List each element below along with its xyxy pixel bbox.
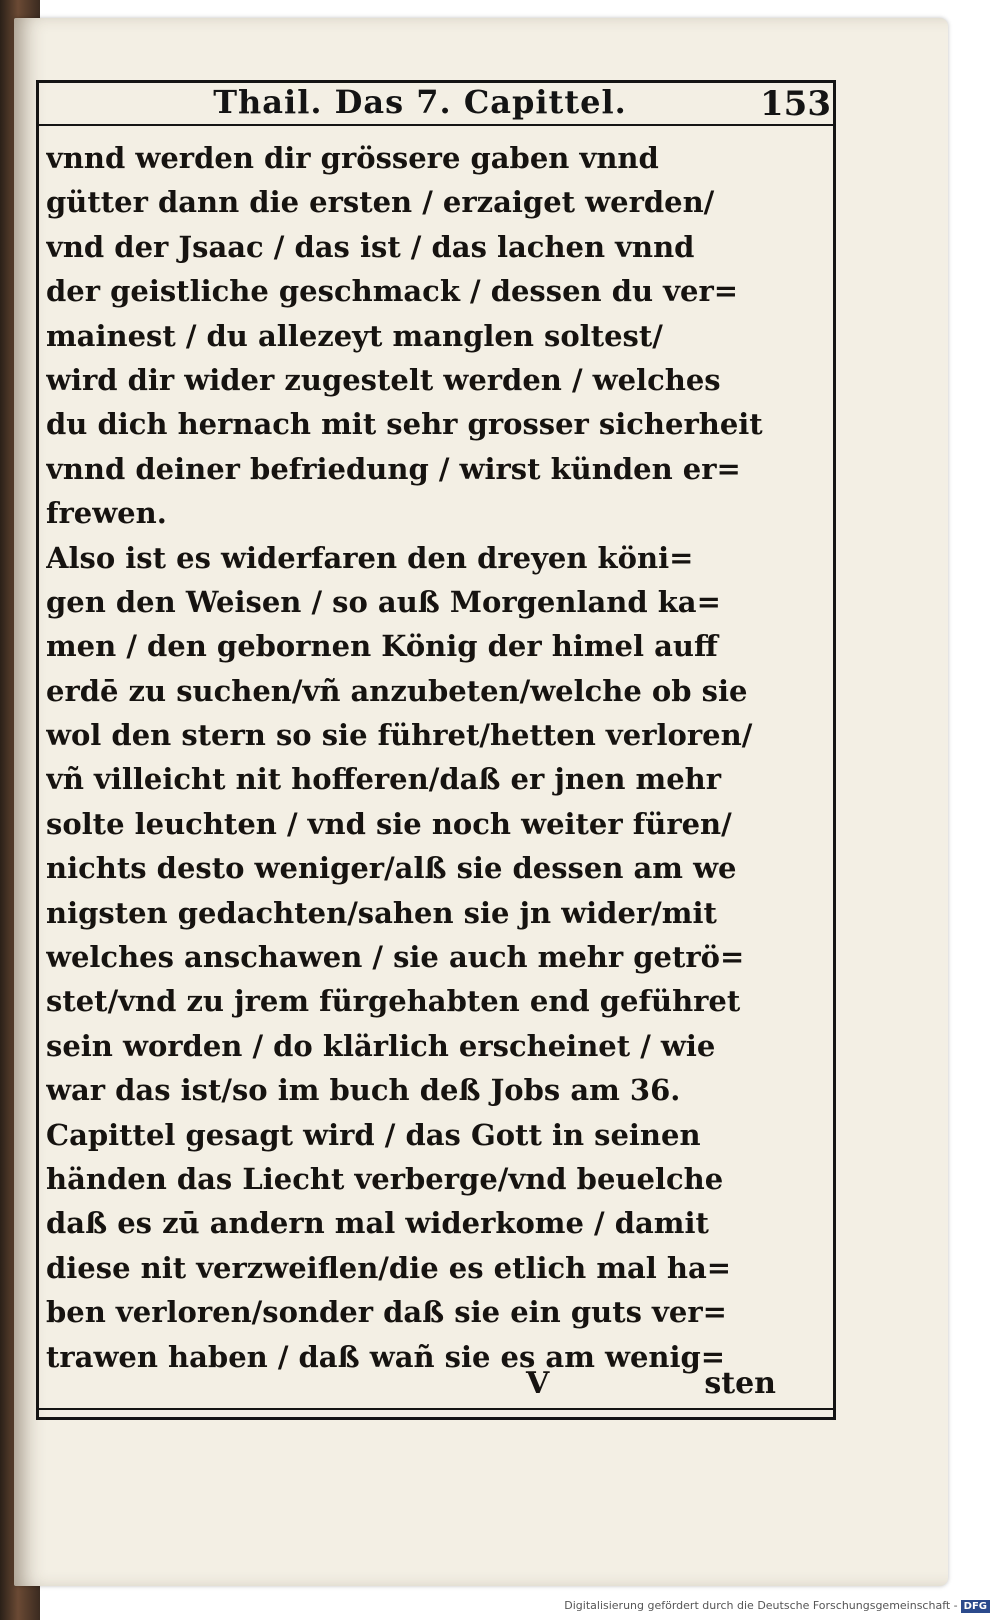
credit-text: Digitalisierung gefördert durch die Deutsche Forschungsgemeinschaft - — [564, 1599, 958, 1612]
text-line: wird dir wider zugestelt werden / welches — [46, 362, 721, 397]
text-line: daß es zū andern mal widerkome / damit — [46, 1206, 709, 1241]
text-line: mainest / du allezeyt manglen soltest/ — [46, 318, 663, 353]
text-line: war das ist/so im buch deß Jobs am 36. — [46, 1073, 681, 1108]
text-line: Capittel gesagt wird / das Gott in seinen — [46, 1117, 701, 1152]
text-line: welches anschawen / sie auch mehr getrö= — [46, 940, 745, 975]
text-line: ben verloren/sonder daß sie ein guts ver= — [46, 1295, 727, 1330]
text-line: solte leuchten / vnd sie noch weiter füren/ — [46, 806, 732, 841]
header-rule — [36, 124, 836, 126]
text-line: sein worden / do klärlich erscheinet / wie — [46, 1028, 716, 1063]
text-line: frewen. — [46, 496, 167, 531]
text-line: men / den gebornen König der himel auff — [46, 629, 718, 664]
text-line: erdē zu suchen/vñ anzubeten/welche ob sie — [46, 673, 748, 708]
text-line: wol den stern so sie führet/hetten verloren/ — [46, 718, 753, 753]
page-foot — [46, 1362, 786, 1406]
digitization-credit — [564, 1598, 990, 1614]
text-line: diese nit verzweiflen/die es etlich mal ha= — [46, 1250, 732, 1285]
text-line: händen das Liecht verberge/vnd beuelche — [46, 1161, 724, 1196]
text-line: nichts desto weniger/alß sie dessen am we — [46, 851, 737, 886]
text-line: vnnd deiner befriedung / wirst künden er= — [46, 451, 741, 486]
running-head: Thail. Das 7. Capittel. — [213, 83, 627, 121]
text-line: gütter dann die ersten / erzaiget werden/ — [46, 185, 715, 220]
text-line: vnd der Jsaac / das ist / das lachen vnnd — [46, 229, 695, 264]
text-line: du dich hernach mit sehr grosser sicherheit — [46, 407, 763, 442]
body-text — [46, 136, 776, 1379]
text-line: trawen haben / daß wañ sie es am wenig= — [46, 1339, 726, 1374]
text-line: gen den Weisen / so auß Morgenland ka= — [46, 584, 721, 619]
catchword: sten — [704, 1366, 776, 1401]
dfg-logo-badge: DFG — [961, 1600, 990, 1613]
signature-mark: V — [526, 1366, 550, 1401]
text-line: der geistliche geschmack / dessen du ver= — [46, 274, 739, 309]
text-line: vnnd werden dir grössere gaben vnnd — [46, 141, 659, 175]
page-number: 153 — [760, 84, 831, 124]
paragraph-start-line: Also ist es widerfaren den dreyen köni= — [46, 540, 694, 575]
text-line: nigsten gedachten/sahen sie jn wider/mit — [46, 895, 717, 930]
text-line: vñ villeicht nit hofferen/daß er jnen mehr — [46, 762, 722, 797]
bottom-rule — [36, 1408, 836, 1410]
text-line: stet/vnd zu jrem fürgehabten end geführet — [46, 984, 741, 1019]
